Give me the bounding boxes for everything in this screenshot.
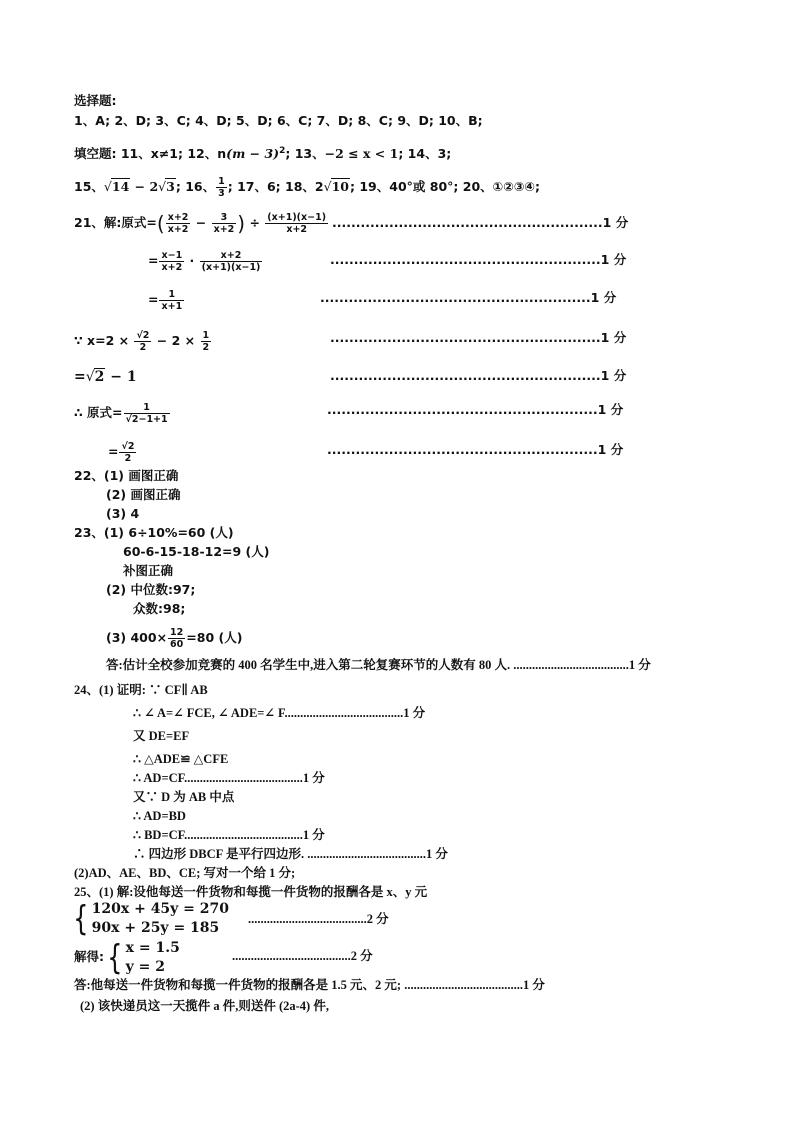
q24-line-3: 又 DE=EF <box>133 729 190 743</box>
q21-s6-frac <box>124 402 170 425</box>
fraction-denominator: 2 <box>124 453 132 464</box>
q21-step-7 <box>108 441 137 464</box>
choice-heading: 选择题: <box>74 93 117 108</box>
q23-l6-frac <box>168 627 185 650</box>
fraction-denominator: 60 <box>170 639 184 650</box>
fill-answer-20: 20、①②③④; <box>462 179 540 194</box>
fill-answer-13-prefix: 13、 <box>294 146 325 162</box>
choice-answers: 1、A; 2、D; 3、C; 4、D; 5、D; 6、C; 7、D; 8、C; 9、D; 10、B; <box>74 113 483 128</box>
equals-sign: = <box>108 444 119 459</box>
q25-equations <box>92 900 229 938</box>
fraction-denominator: 2 <box>202 342 210 353</box>
fill-answer-14: 14、3; <box>407 146 452 162</box>
q21-step-4 <box>74 330 212 353</box>
q23-line-1: 23、(1) 6÷10%=60 (人) <box>74 525 234 540</box>
q21-s7-frac <box>119 441 136 464</box>
fill-answer-12-exp: 2 <box>279 146 286 156</box>
fill-answer-18-suffix: ; <box>350 179 355 194</box>
fill-answer-15-radicand-1: 14 <box>111 179 130 194</box>
fill-answer-12-suffix: ; <box>285 146 291 162</box>
fill-answer-13-suffix: ; <box>398 146 404 162</box>
fill-answer-15-mid: − 2 <box>130 179 159 194</box>
q22-line-1: 22、(1) 画图正确 <box>74 468 179 483</box>
q21-label: 21、解:原式= <box>74 215 157 230</box>
fraction-numerator: x+2 <box>200 250 263 262</box>
fraction-numerator: 1 <box>202 330 210 341</box>
q21-s1-frac-2 <box>212 212 237 235</box>
fill-answer-16-prefix: 16、 <box>185 179 216 194</box>
q23-line-2: 60-6-15-18-12=9 (人) <box>123 544 270 559</box>
q21-score-7: .........................................................1 分 <box>327 442 624 457</box>
fill-line-2: 15、√14 − 2√3; 16、 $\frac{1}{3}$ ; 17、6; 18、2√10; 19、40°或 80°; 20、①②③④; <box>74 176 540 199</box>
q21-s4-frac-1 <box>134 330 151 353</box>
fraction-numerator: √2 <box>136 330 150 341</box>
fraction-numerator: 3 <box>212 212 237 224</box>
fill-answer-17: 17、6; <box>237 179 281 194</box>
q21-s1-frac-3 <box>265 212 328 235</box>
q24-line-5: ∴ AD=CF......................................1 分 <box>133 771 325 785</box>
q24-line-9: ∴ 四边形 DBCF 是平行四边形. ......................................1 分 <box>133 847 448 861</box>
q21-s1-frac-1 <box>166 212 191 235</box>
left-brace-icon: { <box>107 937 123 978</box>
q25-line-1: 25、(1) 解:设他每送一件货物和每揽一件货物的报酬各是 x、y 元 <box>74 885 428 899</box>
q24-line-8: ∴ BD=CF......................................1 分 <box>133 828 325 842</box>
equals-sign: = <box>74 369 86 385</box>
q24-line-2: ∴ ∠ A=∠ FCE, ∠ ADE=∠ F......................................1 分 <box>133 706 426 720</box>
q21-s3-frac <box>159 289 184 312</box>
q21-s4-mid: − 2 × <box>156 333 196 348</box>
q25-equation-2: 90x + 25y = 185 <box>91 919 220 936</box>
q21-step-2: = $\frac{x-1}{x+2}$ · $\frac{x+2}{(x+1)(x-1)}$ <box>148 250 261 273</box>
fraction-denominator: (x+1)(x−1) <box>201 262 261 273</box>
q25-score-1: ......................................2 分 <box>248 912 389 926</box>
fraction-denominator: x+2 <box>213 224 235 235</box>
fill-answer-15-radicand-2: 3 <box>166 179 175 194</box>
fill-answer-19: 19、40°或 80°; <box>359 179 459 194</box>
fill-answer-18-prefix: 18、2 <box>285 179 324 194</box>
fraction-numerator: x−1 <box>161 250 183 261</box>
q25-answer: 答:他每送一件货物和每揽一件货物的报酬各是 1.5 元、2 元; ......................................1 分 <box>74 978 545 992</box>
q23-answer: 答:估计全校参加竞赛的 400 名学生中,进入第二轮复赛环节的人数有 80 人. .....................................1 分 <box>106 658 651 672</box>
q24-line-10: (2)AD、AE、BD、CE; 写对一个给 1 分; <box>74 866 296 880</box>
fraction-numerator: 1 <box>218 176 225 187</box>
q24-line-1: 24、(1) 证明: ∵ CF∥ AB <box>74 683 208 697</box>
q24-line-4: ∴ △ADE≌ △CFE <box>133 752 229 766</box>
fraction-denominator: x+1 <box>161 301 183 312</box>
fraction-numerator: 1 <box>124 402 170 414</box>
q21-s4-frac-2 <box>201 330 212 353</box>
q25-solution-values <box>126 939 180 977</box>
q23-l6-prefix: (3) 400× <box>106 630 168 645</box>
q21-s4-prefix: ∵ x=2 × <box>74 333 130 348</box>
q23-l6-suffix: =80 (人) <box>186 630 243 645</box>
q21-score-1: .........................................................1 分 <box>332 215 629 230</box>
q23-line-4: (2) 中位数:97; <box>106 582 196 597</box>
q21-score-2: .........................................................1 分 <box>330 252 627 267</box>
fraction-denominator: 3 <box>218 188 225 199</box>
q24-line-6: 又∵ D 为 AB 中点 <box>133 790 235 804</box>
fill-answer-11: 11、x≠1; <box>120 146 183 162</box>
q22-line-3: (3) 4 <box>106 506 140 521</box>
q25-system <box>70 899 229 938</box>
q21-step-1: 21、解:原式=( $\frac{x+2}{x+2}$ − $\frac{3}{x+2}$ ) ÷ $\frac{(x+1)(x-1)}{x+2}$ <box>74 211 327 236</box>
q24-line-7: ∴ AD=BD <box>133 809 186 823</box>
equals-sign: = <box>148 292 159 307</box>
q25-solution-x: x = 1.5 <box>125 939 180 956</box>
q25-solution <box>74 938 180 977</box>
q23-line-3: 补图正确 <box>123 563 174 578</box>
fraction-numerator: √2 <box>121 441 135 452</box>
q23-line-5: 众数:98; <box>133 601 186 616</box>
q21-s2-frac-2 <box>200 250 263 273</box>
q21-s6-prefix: ∴ 原式= <box>74 405 123 420</box>
fill-answer-18-radicand: 10 <box>331 179 349 194</box>
q23-line-6 <box>106 627 242 650</box>
fraction-numerator: 12 <box>170 627 184 638</box>
q25-score-2: ......................................2 分 <box>232 949 373 963</box>
fill-line-1 <box>74 143 451 162</box>
left-brace-icon: { <box>73 898 89 939</box>
q21-score-4: .........................................................1 分 <box>330 330 627 345</box>
q21-s5-radicand: 2 <box>94 369 105 385</box>
fraction-numerator: x+2 <box>167 212 189 223</box>
fraction-denominator: x+2 <box>167 224 189 235</box>
fill-answer-12-prefix: 12、n <box>187 146 227 162</box>
fraction-denominator: x+2 <box>161 262 183 273</box>
q21-step-3 <box>148 289 185 312</box>
q21-step-6 <box>74 402 171 425</box>
q21-score-6: .........................................................1 分 <box>327 402 624 417</box>
q22-line-2: (2) 画图正确 <box>106 487 181 502</box>
fraction-denominator: 2 <box>139 342 147 353</box>
equals-sign: = <box>148 253 159 268</box>
fill-answer-15-suffix: ; <box>175 179 181 194</box>
q25-line-2: (2) 该快递员这一天揽件 a 件,则送件 (2a-4) 件, <box>80 999 329 1013</box>
q25-equation-1: 120x + 45y = 270 <box>91 900 230 917</box>
fill-answer-16-suffix: ; <box>227 179 233 194</box>
q25-solution-label: 解得: <box>74 949 104 964</box>
fraction-denominator: x+2 <box>286 224 308 235</box>
fraction-numerator: 1 <box>159 289 184 301</box>
fill-answer-16-fraction <box>216 176 227 199</box>
fraction-denominator: √2−1+1 <box>125 414 168 425</box>
q21-s2-frac-1 <box>159 250 184 273</box>
fill-answer-15-prefix: 15、 <box>74 179 104 194</box>
fill-answer-13-body: −2 ≤ x < 1 <box>324 146 399 162</box>
fill-label: 填空题: <box>74 146 117 162</box>
q21-score-3: .........................................................1 分 <box>320 290 617 305</box>
fraction-numerator: (x+1)(x−1) <box>267 212 327 223</box>
fill-answer-12-body: (m − 3) <box>226 146 280 162</box>
q21-s5-suffix: − 1 <box>105 369 137 385</box>
q21-score-5: .........................................................1 分 <box>330 368 627 383</box>
q21-step-5: =√2 − 1 <box>74 369 137 385</box>
q25-solution-y: y = 2 <box>125 958 165 975</box>
